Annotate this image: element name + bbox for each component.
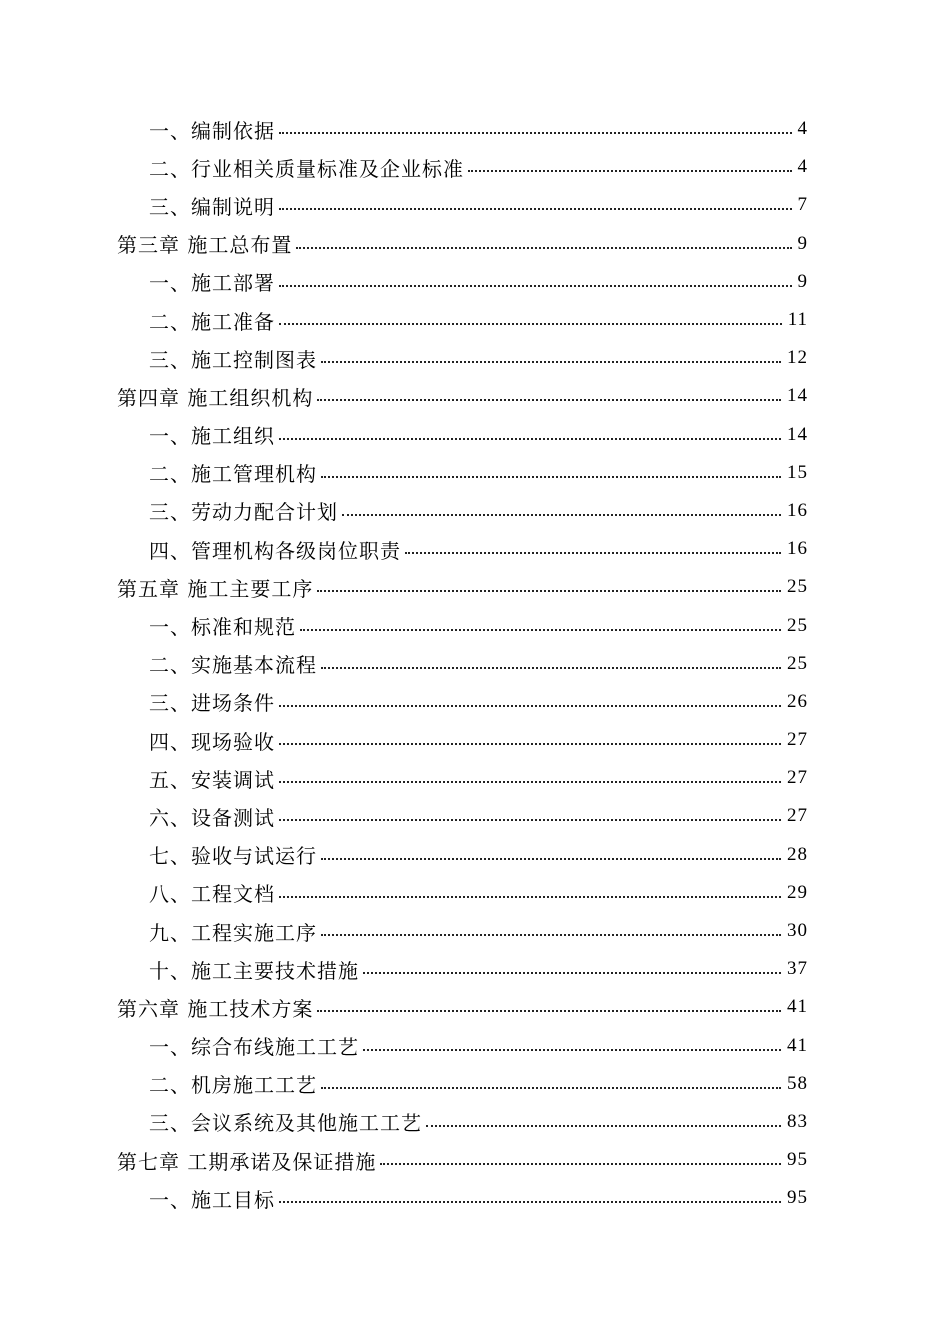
- dot-leader: [321, 667, 781, 669]
- toc-entry[interactable]: [0, 759, 950, 797]
- toc-chapter-entry[interactable]: [0, 377, 950, 415]
- toc-entry-page: 41: [787, 1034, 808, 1056]
- toc-entry-page: 30: [787, 920, 808, 942]
- toc-entry-title: 七、验收与试运行: [149, 844, 317, 869]
- toc-entry-page: 83: [787, 1110, 808, 1132]
- toc-entry-page: 4: [797, 156, 808, 178]
- toc-entry[interactable]: [0, 721, 950, 759]
- table-of-contents: [0, 110, 950, 1217]
- toc-entry[interactable]: [0, 148, 950, 186]
- toc-entry[interactable]: [0, 186, 950, 224]
- toc-entry[interactable]: [0, 1103, 950, 1141]
- toc-entry-title: 一、施工部署: [149, 271, 275, 296]
- toc-entry[interactable]: [0, 645, 950, 683]
- toc-entry[interactable]: [0, 874, 950, 912]
- toc-entry-title: 二、行业相关质量标准及企业标准: [149, 156, 464, 181]
- toc-entry-page: 14: [787, 423, 808, 445]
- dot-leader: [321, 1087, 781, 1089]
- dot-leader: [279, 208, 792, 210]
- dot-leader: [317, 1010, 781, 1012]
- toc-entry[interactable]: [0, 530, 950, 568]
- toc-entry[interactable]: [0, 339, 950, 377]
- toc-entry-title: 第三章 施工总布置: [117, 233, 293, 258]
- toc-chapter-entry[interactable]: [0, 225, 950, 263]
- dot-leader: [468, 170, 792, 172]
- dot-leader: [279, 285, 792, 287]
- toc-entry-title: 九、工程实施工序: [149, 920, 317, 945]
- dot-leader: [279, 1201, 781, 1203]
- toc-entry[interactable]: [0, 1065, 950, 1103]
- toc-entry-title: 三、会议系统及其他施工工艺: [149, 1111, 422, 1136]
- toc-entry-page: 41: [787, 996, 808, 1018]
- toc-entry-page: 9: [797, 232, 808, 254]
- toc-chapter-entry[interactable]: [0, 568, 950, 606]
- toc-entry-page: 7: [797, 194, 808, 216]
- toc-entry-title: 六、设备测试: [149, 805, 275, 830]
- toc-entry-page: 14: [787, 385, 808, 407]
- toc-entry-title: 第四章 施工组织机构: [117, 385, 314, 410]
- toc-entry-page: 29: [787, 881, 808, 903]
- toc-entry-page: 37: [787, 958, 808, 980]
- dot-leader: [296, 247, 791, 249]
- toc-entry[interactable]: [0, 492, 950, 530]
- dot-leader: [317, 590, 781, 592]
- dot-leader: [279, 323, 782, 325]
- toc-entry[interactable]: [0, 301, 950, 339]
- toc-entry-title: 二、施工准备: [149, 309, 275, 334]
- toc-entry-page: 27: [787, 729, 808, 751]
- toc-entry[interactable]: [0, 606, 950, 644]
- toc-entry-page: 28: [787, 843, 808, 865]
- toc-entry[interactable]: [0, 1179, 950, 1217]
- toc-entry-title: 一、编制依据: [149, 118, 275, 143]
- toc-entry-title: 三、编制说明: [149, 194, 275, 219]
- dot-leader: [279, 781, 781, 783]
- toc-entry-page: 58: [787, 1072, 808, 1094]
- dot-leader: [426, 1125, 781, 1127]
- toc-entry[interactable]: [0, 683, 950, 721]
- toc-entry-page: 16: [787, 499, 808, 521]
- toc-entry[interactable]: [0, 110, 950, 148]
- toc-entry-title: 四、管理机构各级岗位职责: [149, 538, 401, 563]
- toc-entry-title: 二、实施基本流程: [149, 653, 317, 678]
- toc-entry-title: 二、机房施工工艺: [149, 1073, 317, 1098]
- dot-leader: [363, 1049, 781, 1051]
- dot-leader: [279, 896, 781, 898]
- toc-entry-title: 五、安装调试: [149, 767, 275, 792]
- toc-entry-page: 27: [787, 767, 808, 789]
- toc-entry-title: 四、现场验收: [149, 729, 275, 754]
- toc-entry-page: 16: [787, 538, 808, 560]
- toc-entry-title: 十、施工主要技术措施: [149, 958, 359, 983]
- toc-entry-page: 9: [797, 270, 808, 292]
- toc-entry[interactable]: [0, 454, 950, 492]
- dot-leader: [342, 514, 781, 516]
- toc-entry-title: 三、进场条件: [149, 691, 275, 716]
- toc-chapter-entry[interactable]: [0, 988, 950, 1026]
- toc-entry[interactable]: [0, 912, 950, 950]
- toc-entry-title: 三、施工控制图表: [149, 347, 317, 372]
- toc-entry[interactable]: [0, 836, 950, 874]
- toc-entry-title: 第七章 工期承诺及保证措施: [117, 1149, 377, 1174]
- toc-entry-page: 11: [787, 309, 808, 331]
- toc-entry-title: 八、工程文档: [149, 882, 275, 907]
- toc-entry-title: 一、综合布线施工工艺: [149, 1035, 359, 1060]
- dot-leader: [405, 552, 781, 554]
- toc-entry-page: 4: [797, 118, 808, 140]
- toc-entry-title: 一、施工组织: [149, 424, 275, 449]
- toc-entry-page: 25: [787, 576, 808, 598]
- dot-leader: [317, 399, 781, 401]
- toc-entry[interactable]: [0, 263, 950, 301]
- dot-leader: [321, 934, 781, 936]
- toc-entry[interactable]: [0, 950, 950, 988]
- toc-entry-page: 27: [787, 805, 808, 827]
- toc-entry-page: 95: [787, 1149, 808, 1171]
- toc-entry-page: 95: [787, 1187, 808, 1209]
- dot-leader: [321, 476, 781, 478]
- dot-leader: [300, 629, 781, 631]
- toc-entry[interactable]: [0, 416, 950, 454]
- toc-entry-title: 第五章 施工主要工序: [117, 576, 314, 601]
- dot-leader: [279, 819, 781, 821]
- toc-entry-page: 25: [787, 652, 808, 674]
- toc-entry-page: 26: [787, 690, 808, 712]
- dot-leader: [279, 132, 792, 134]
- toc-entry-page: 25: [787, 614, 808, 636]
- toc-entry-page: 15: [787, 461, 808, 483]
- toc-entry-title: 第六章 施工技术方案: [117, 996, 314, 1021]
- toc-entry-page: 12: [787, 347, 808, 369]
- toc-entry[interactable]: [0, 797, 950, 835]
- toc-entry-title: 三、劳动力配合计划: [149, 500, 338, 525]
- dot-leader: [279, 438, 781, 440]
- dot-leader: [321, 858, 781, 860]
- toc-chapter-entry[interactable]: [0, 1141, 950, 1179]
- dot-leader: [363, 972, 781, 974]
- dot-leader: [321, 361, 781, 363]
- toc-entry[interactable]: [0, 1027, 950, 1065]
- toc-entry-title: 一、施工目标: [149, 1187, 275, 1212]
- dot-leader: [380, 1163, 781, 1165]
- dot-leader: [279, 705, 781, 707]
- toc-entry-title: 一、标准和规范: [149, 615, 296, 640]
- dot-leader: [279, 743, 781, 745]
- toc-entry-title: 二、施工管理机构: [149, 462, 317, 487]
